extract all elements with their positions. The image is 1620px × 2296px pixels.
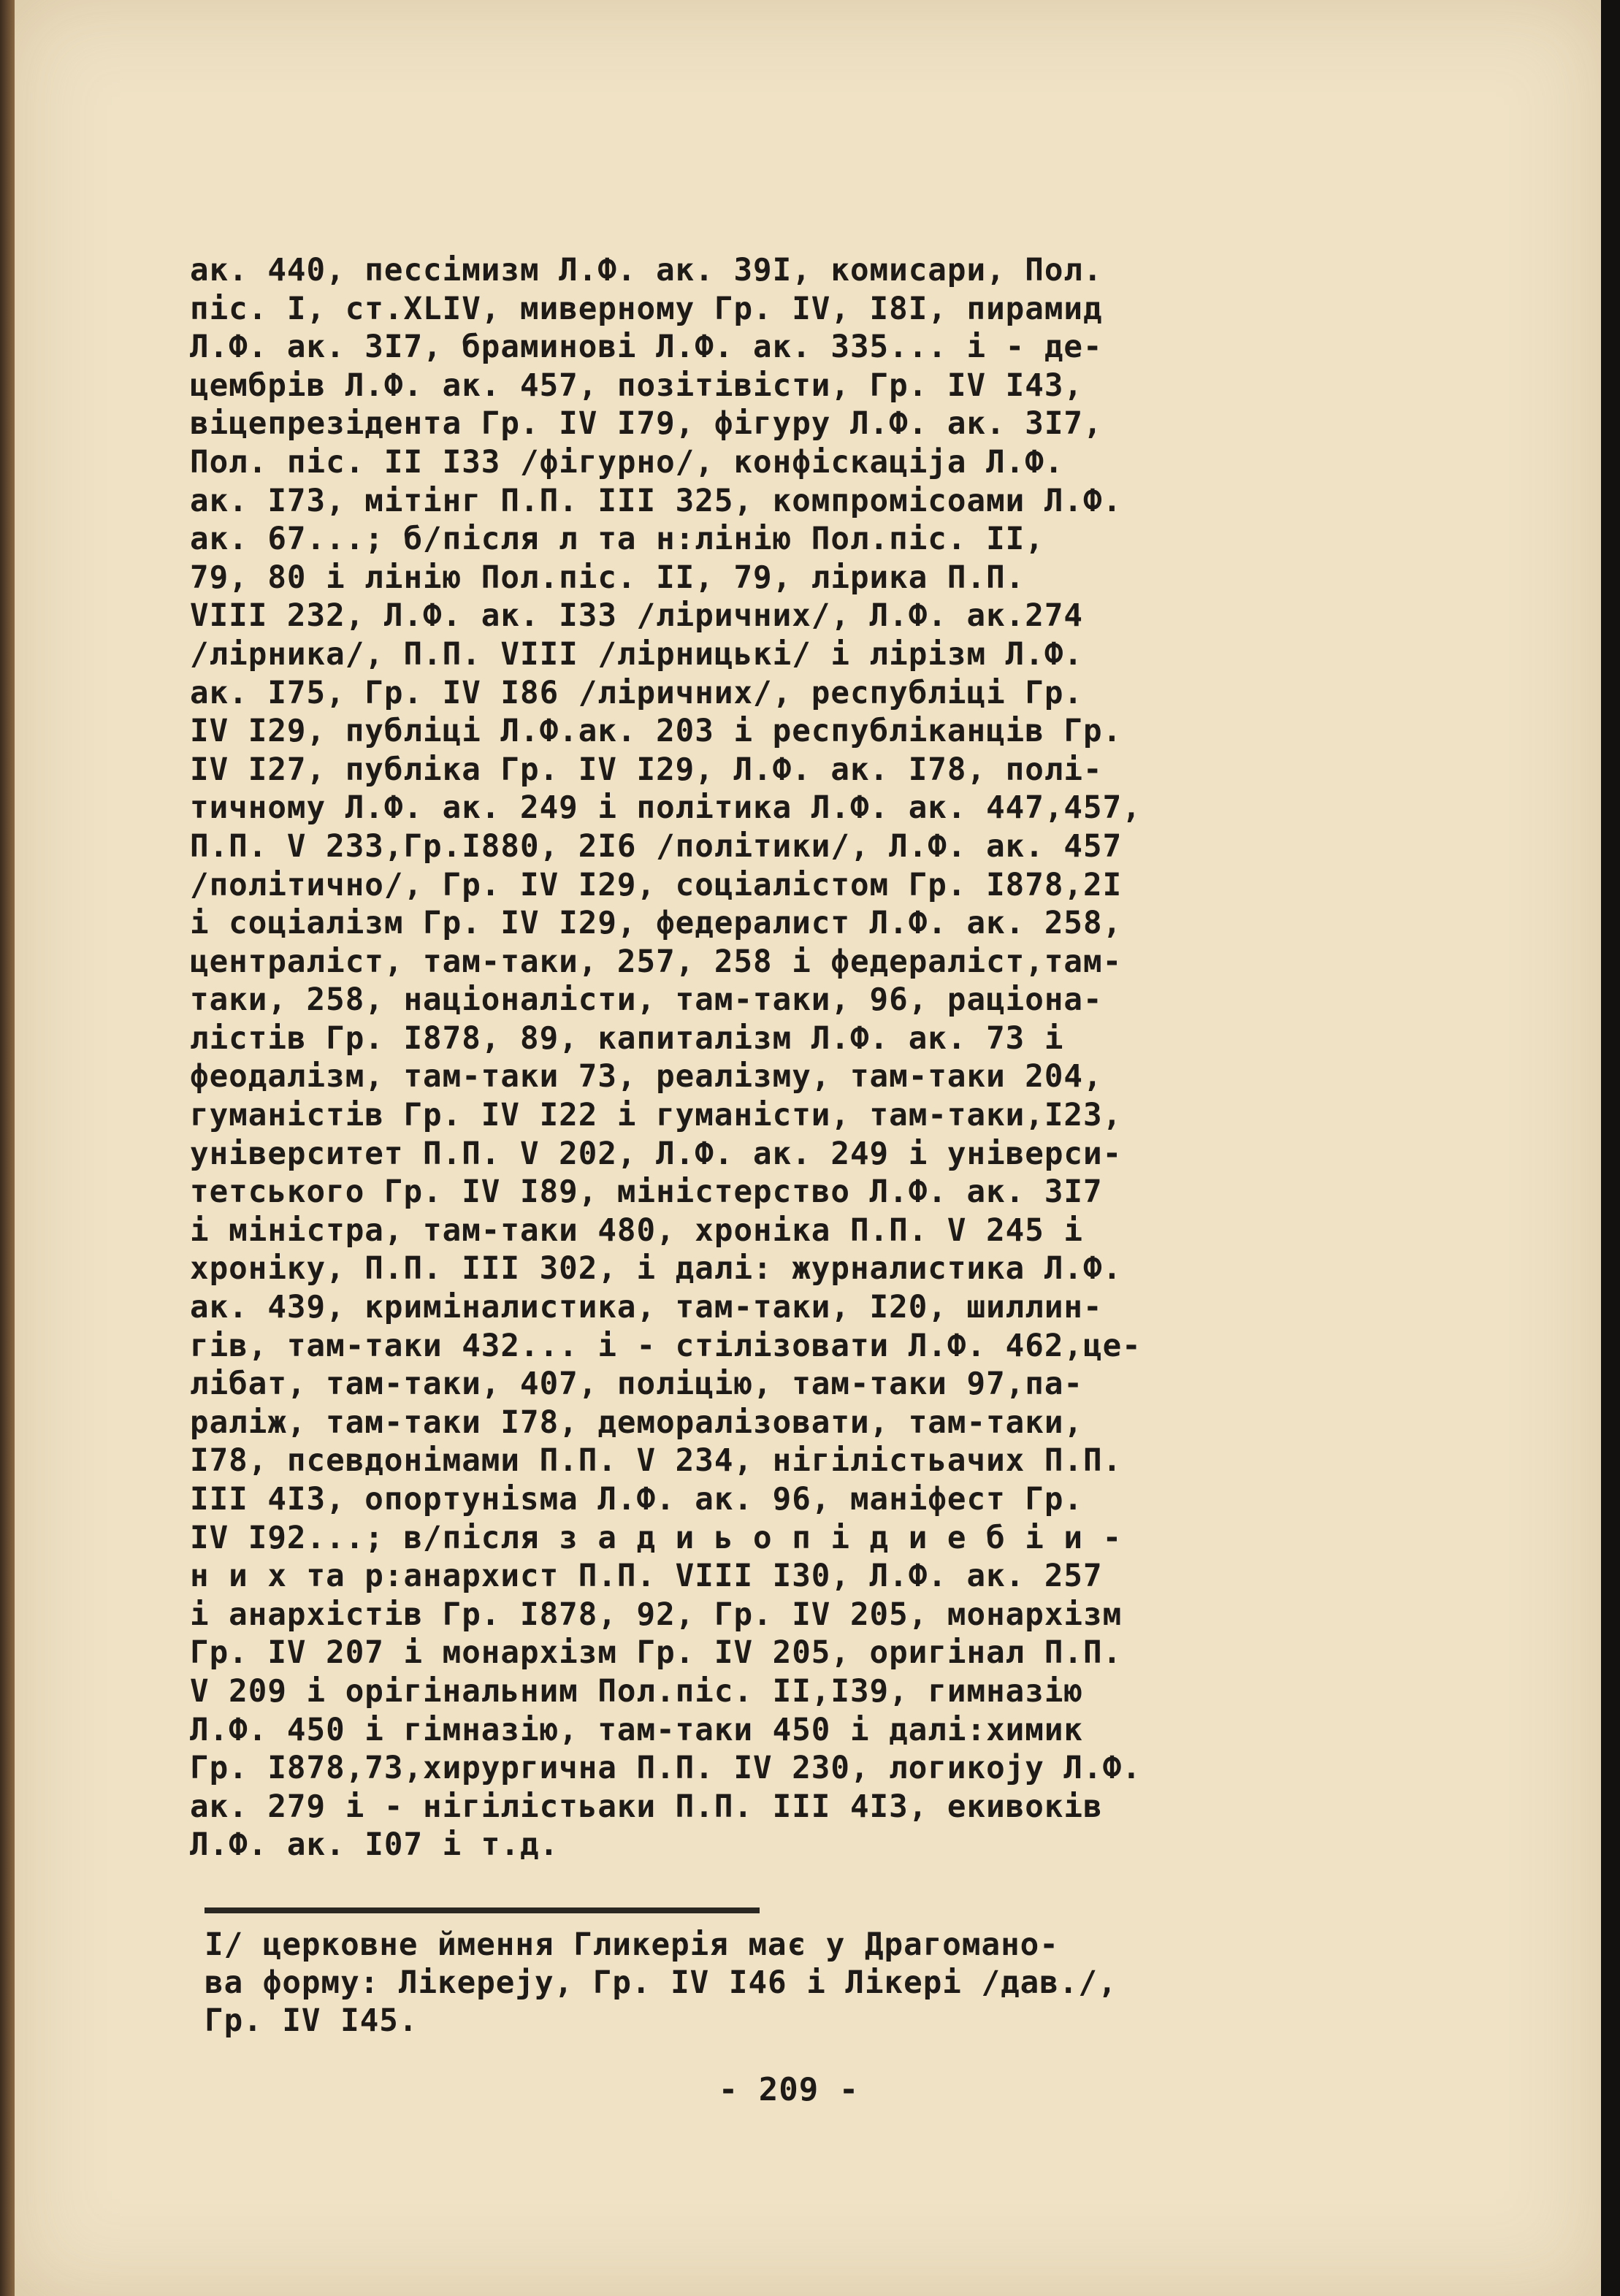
text-line: VIII 232, Л.Ф. ак. I33 /ліричних/, Л.Ф. ак.274 (190, 598, 1084, 635)
text-line: ак. I75, Гр. IV I86 /ліричних/, республіці Гр. (190, 675, 1084, 711)
text-line: хроніку, П.П. III 302, і далі: журналистика Л.Ф. (190, 1251, 1123, 1287)
text-line: Л.Ф. 450 і гімназію, там-таки 450 і далі:химик (190, 1712, 1084, 1748)
text-line: ак. 67...; б/після л та н:лінію Пол.піс. II, (190, 521, 1044, 558)
footnote-line: ва форму: Лікереjу, Гр. IV I46 і Лікері /дав./, (205, 1965, 1117, 2001)
text-line: і анархістів Гр. I878, 92, Гр. IV 205, монархізм (190, 1596, 1123, 1633)
text-line: IV I29, публіці Л.Ф.ак. 203 і республіканців Гр. (190, 713, 1123, 750)
text-line: і соціалізм Гр. IV I29, федералист Л.Ф. ак. 258, (190, 906, 1123, 942)
text-line: централіст, там-таки, 257, 258 і федераліст,там- (190, 944, 1123, 980)
text-line: III 4I3, опортуніsма Л.Ф. ак. 96, маніфест Гр. (190, 1482, 1084, 1518)
text-line: раліж, там-таки I78, деморалізовати, там-таки, (190, 1404, 1084, 1441)
text-line: ак. 440, пессімизм Л.Ф. ак. 39I, комисари, Пол. (190, 253, 1103, 288)
text-line: Л.Ф. ак. 3I7, браминові Л.Ф. ак. 335... і - де- (190, 329, 1103, 366)
text-line: піс. I, ст.XLIV, миверному Гр. IV, I8I, пирамид (190, 291, 1103, 327)
text-line: Л.Ф. ак. I07 і т.д. (190, 1827, 559, 1864)
text-line: таки, 258, націоналісти, там-таки, 96, раціона- (190, 982, 1103, 1019)
text-line: ак. 439, криміналистика, там-таки, I20, шиллин- (190, 1290, 1103, 1326)
text-line: цембрів Л.Ф. ак. 457, позітівісти, Гр. IV I43, (190, 367, 1084, 404)
page-number: - 209 - (718, 2071, 860, 2108)
text-line: Гр. IV 207 і монархізм Гр. IV 205, оригінал П.П. (190, 1635, 1123, 1672)
document-page (15, 0, 1601, 2296)
text-line: ак. 279 і - нігілістьаки П.П. III 4I3, екивоків (190, 1788, 1103, 1825)
text-line: лібат, там-таки, 407, поліцію, там-таки 97,па- (190, 1366, 1084, 1403)
text-line: і міністра, там-таки 480, хроніка П.П. V 245 і (190, 1212, 1084, 1249)
text-line: лістів Гр. I878, 89, капиталізм Л.Ф. ак. 73 і (190, 1020, 1064, 1057)
footnote-line: I/ церковне ймення Гликерія має у Драгомано- (205, 1927, 1059, 1963)
text-line: /політично/, Гр. IV I29, соціалістом Гр. I878,2I (190, 867, 1123, 903)
text-line: ак. I73, мітінг П.П. III 325, компромісоами Л.Ф. (190, 483, 1123, 519)
text-line: V 209 і орігінальним Пол.піс. II,I39, гимназію (190, 1673, 1084, 1710)
text-line: феодалізм, там-таки 73, реалізму, там-таки 204, (190, 1059, 1103, 1095)
text-line: /лірника/, П.П. VIII /лірницькі/ і лірізм Л.Ф. (190, 636, 1084, 673)
text-line: Пол. піс. II I33 /фігурно/, конфіскаціjа Л.Ф. (190, 444, 1064, 481)
text-line: тетського Гр. IV I89, міністерство Л.Ф. ак. 3I7 (190, 1174, 1103, 1211)
text-line: Гр. I878,73,хирургична П.П. IV 230, логикоjу Л.Ф. (190, 1750, 1142, 1787)
footnote-line: Гр. IV I45. (205, 2003, 419, 2039)
text-line: н и х та р:анархист П.П. VIII I30, Л.Ф. ак. 257 (190, 1558, 1103, 1595)
scan-border (1601, 0, 1620, 2296)
text-line: університет П.П. V 202, Л.Ф. ак. 249 і універси- (190, 1136, 1123, 1172)
main-text-block (190, 252, 1373, 1865)
text-line: IV I27, публіка Гр. IV I29, Л.Ф. ак. I78, полі- (190, 751, 1103, 788)
text-line: I78, псевдонімами П.П. V 234, нігілістьачих П.П. (190, 1443, 1123, 1480)
text-line: 79, 80 і лінію Пол.піс. II, 79, лірика П.П. (190, 559, 1025, 596)
footnote-block (205, 1926, 1373, 2040)
footnote-separator (205, 1907, 760, 1913)
text-line: віцепрезідента Гр. IV I79, фігуру Л.Ф. ак. 3I7, (190, 406, 1103, 443)
text-line: гуманістів Гр. IV I22 і гуманісти, там-таки,I23, (190, 1098, 1123, 1134)
text-line: гів, там-таки 432... і - стілізовати Л.Ф. 462,це- (190, 1328, 1142, 1364)
text-line: тичному Л.Ф. ак. 249 і політика Л.Ф. ак. 447,457, (190, 790, 1142, 827)
text-line: IV I92...; в/після з а д и ь о п і д и е б і и - (190, 1520, 1123, 1556)
text-line: П.П. V 233,Гр.I880, 2I6 /політики/, Л.Ф. ак. 457 (190, 828, 1123, 865)
